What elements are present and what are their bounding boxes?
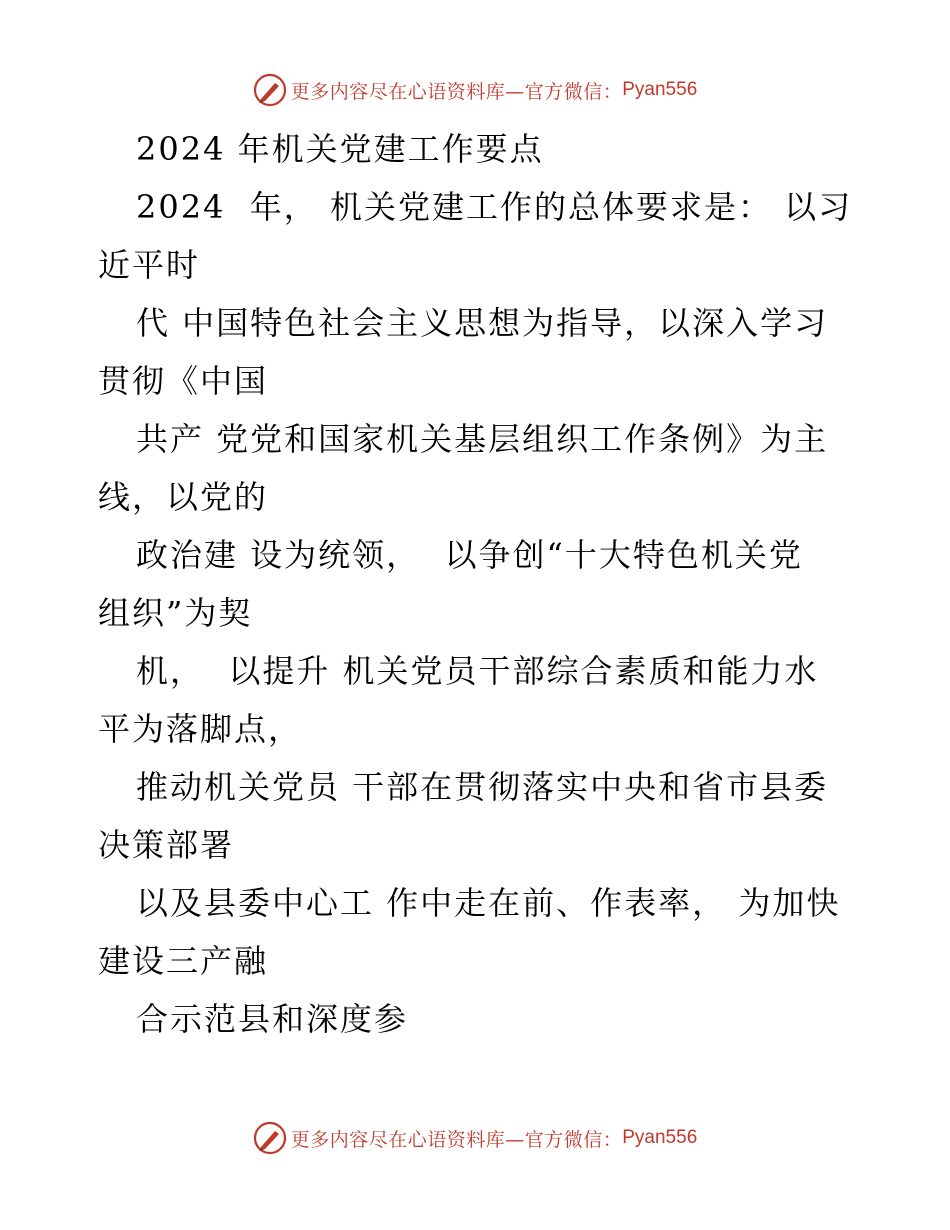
paragraph-line: 机， 以提升 机关党员干部综合素质和能力水: [136, 652, 819, 690]
paragraph-line: 近平时: [98, 246, 201, 284]
paragraph-line: 建设三产融: [98, 942, 269, 980]
banner-handle: Pyan556: [622, 79, 698, 100]
document-body: [98, 120, 858, 1048]
paragraph-line: 线，以党的: [98, 478, 269, 516]
banner-text: 更多内容尽在心语资料库—官方微信：: [290, 1128, 623, 1151]
paragraph-line: 组织”为契: [98, 594, 253, 632]
footer-banner: [0, 1118, 950, 1158]
banner-handle: Pyan556: [622, 1127, 698, 1148]
paragraph-line: 决策部署: [98, 826, 235, 864]
paragraph-line: 共产 党党和国家机关基层组织工作条例》为主: [136, 420, 829, 458]
pen-logo-icon: [253, 1121, 287, 1155]
header-banner: [0, 70, 950, 110]
banner-text: 更多内容尽在心语资料库—官方微信：: [290, 80, 623, 103]
paragraph-line: 以及县委中心工 作中走在前、作表率， 为加快: [136, 884, 841, 922]
paragraph-line: 贯彻《中国: [98, 362, 269, 400]
paragraph-line: 平为落脚点，: [98, 710, 303, 748]
paragraph-line: 代 中国特色社会主义思想为指导，以深入学习: [136, 304, 829, 342]
pen-logo-icon: [253, 73, 287, 107]
document-title: 2024 年机关党建工作要点: [136, 130, 544, 168]
paragraph-line: 政治建 设为统领， 以争创“十大特色机关党: [136, 536, 803, 574]
paragraph-line: 推动机关党员 干部在贯彻落实中央和省市县委: [136, 768, 829, 806]
paragraph-line: 合示范县和深度参: [136, 1000, 409, 1038]
paragraph-line: 2024 年， 机关党建工作的总体要求是： 以习: [136, 188, 853, 226]
